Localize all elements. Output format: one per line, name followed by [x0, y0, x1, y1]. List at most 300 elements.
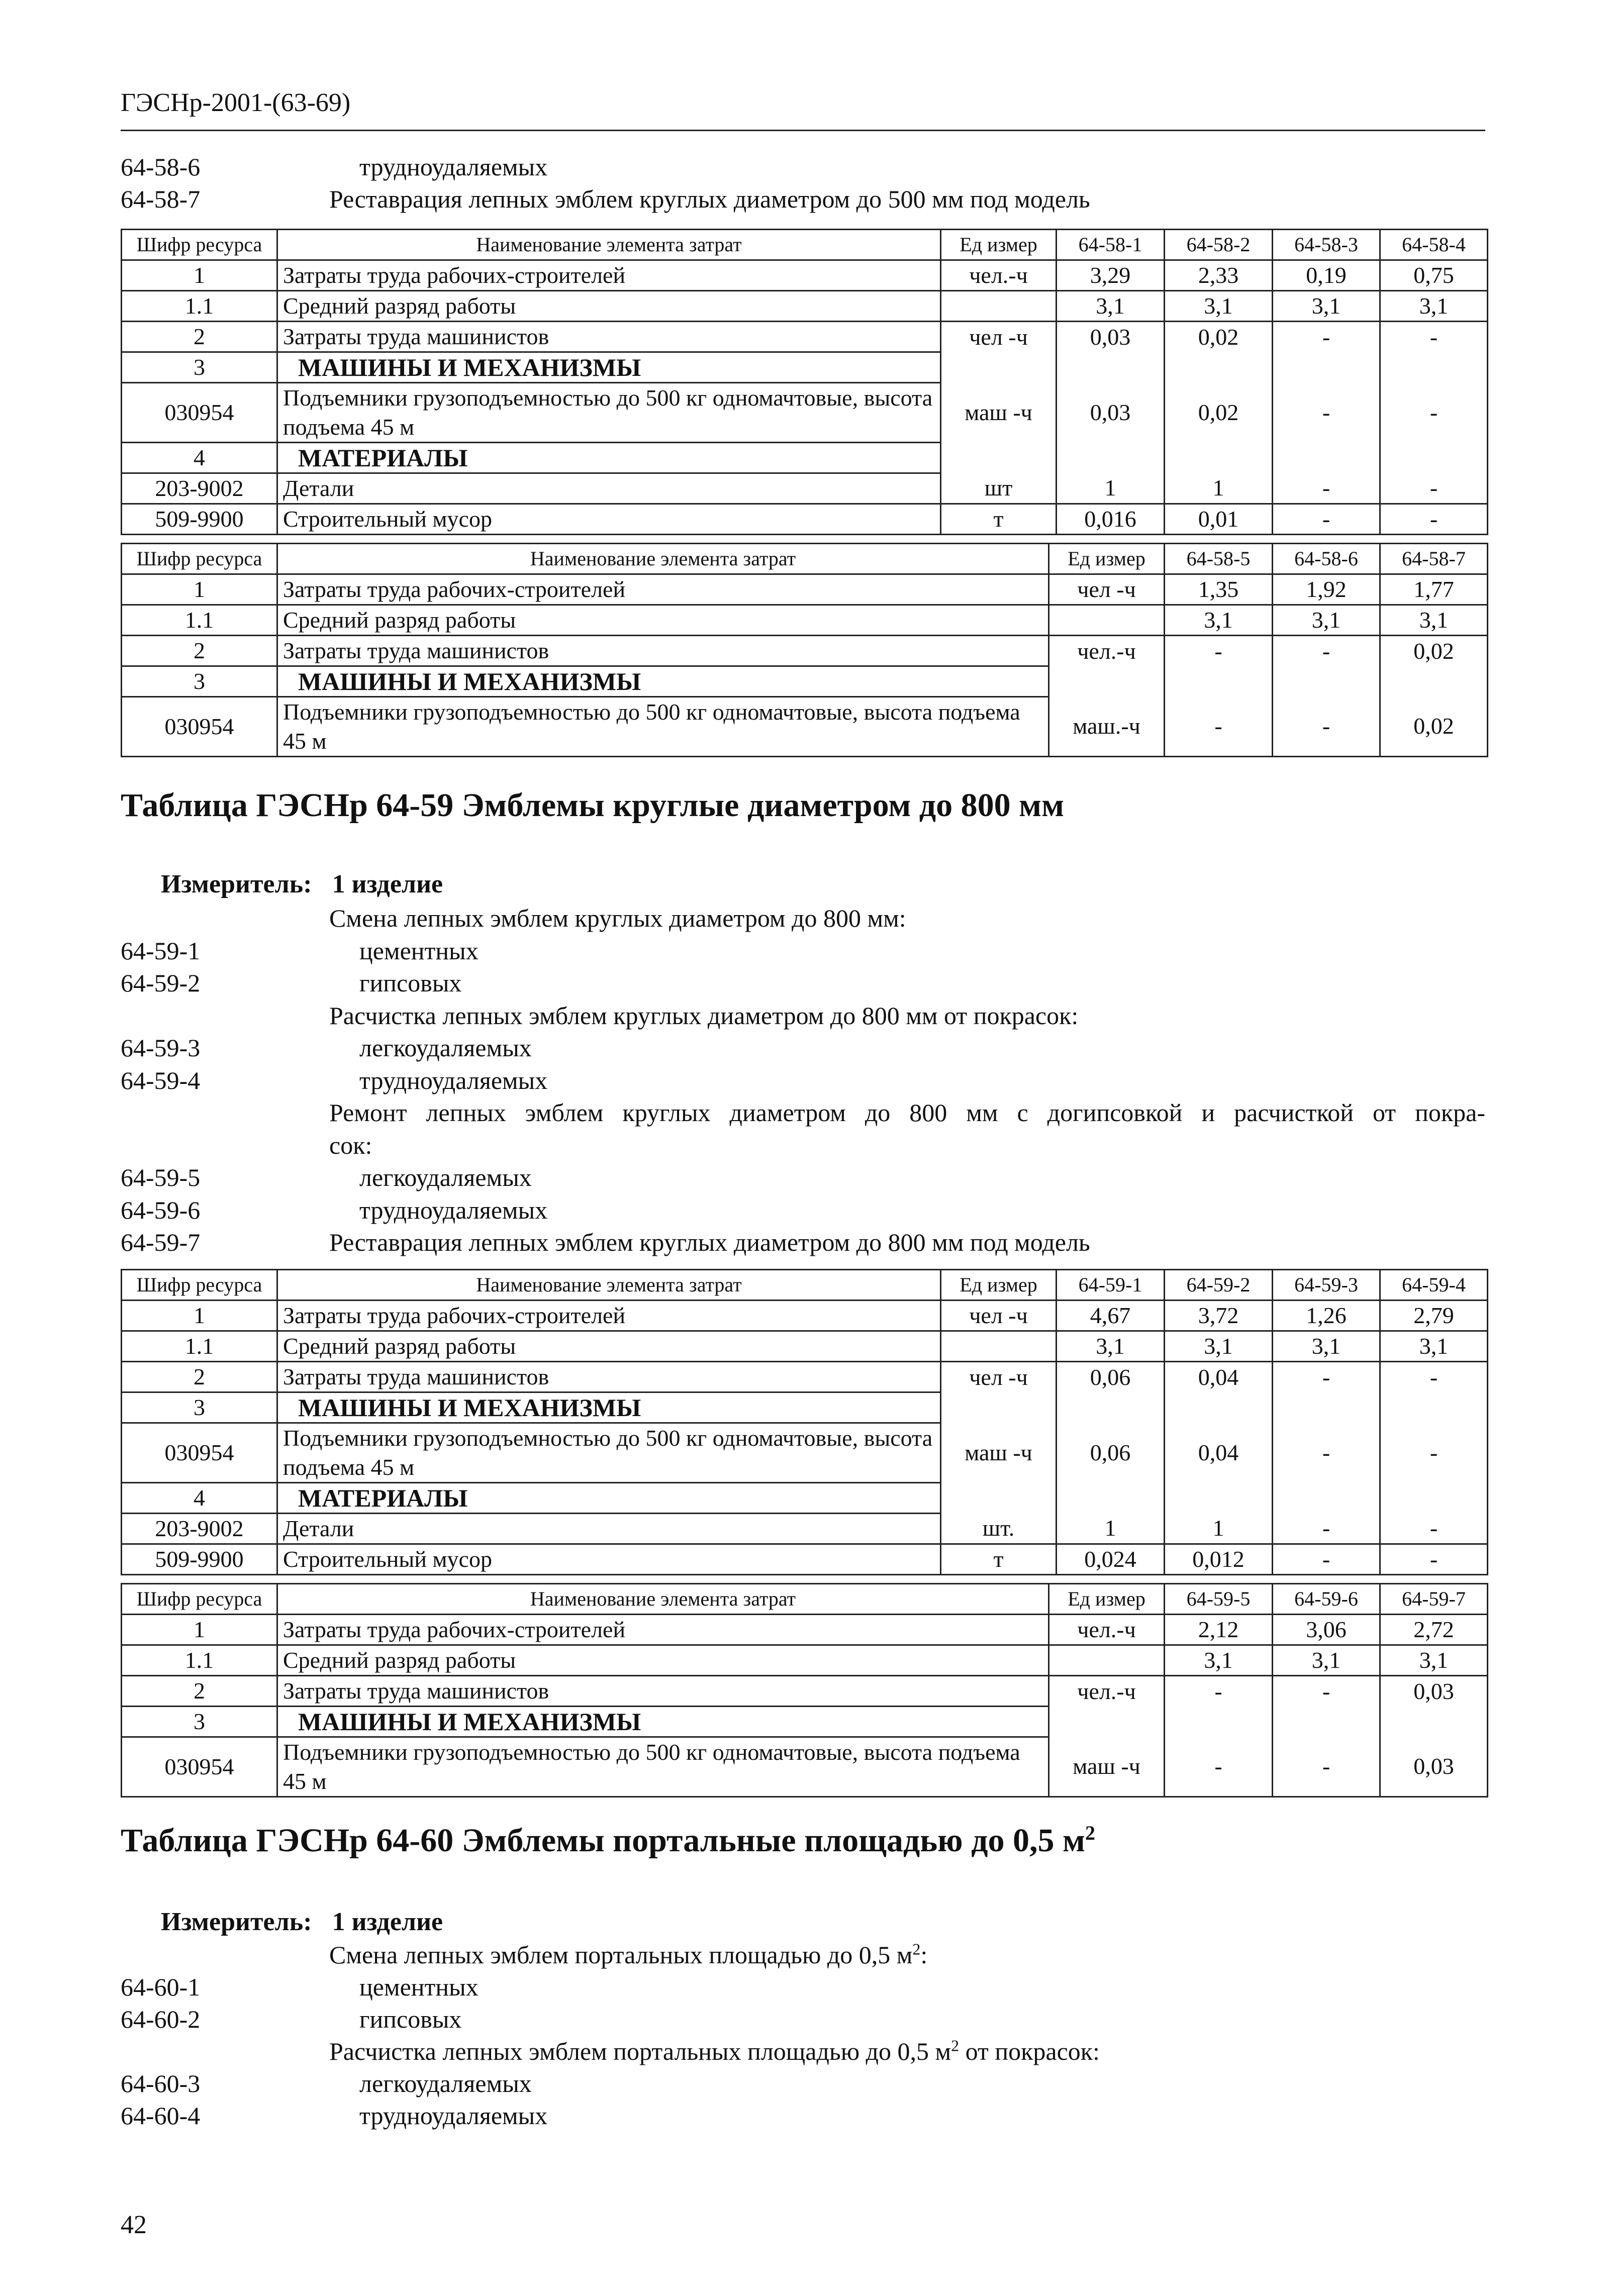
table-row: [122, 322, 1488, 352]
table-cell: -: [1380, 1362, 1488, 1392]
cost-item-name: Затраты труда рабочих-строителей: [277, 1615, 1049, 1645]
table-cell: [1057, 1392, 1165, 1423]
table-cell: чел -ч: [941, 322, 1057, 352]
resource-code: 030954: [122, 1737, 277, 1797]
item-text-main: трудноудаляемых: [359, 153, 548, 181]
table-row: [122, 697, 1488, 757]
measure-line-64-59: [161, 869, 463, 899]
table-cell: 3,29: [1057, 260, 1165, 291]
table-cell: [1165, 443, 1273, 473]
cost-item-name: Затраты труда рабочих-строителей: [277, 1301, 941, 1331]
item-text: [359, 935, 479, 967]
table-cell: -: [1273, 1544, 1380, 1575]
table-cell: 0,02: [1380, 697, 1488, 757]
table-row: [122, 1544, 1488, 1575]
item-text: [329, 183, 1090, 215]
table-cell: 0,012: [1165, 1544, 1273, 1575]
table-cell: 3,1: [1380, 1645, 1488, 1676]
table-cell: [941, 443, 1057, 473]
table-cell: -: [1273, 473, 1380, 504]
table-cell: [1049, 666, 1165, 697]
table-row: [122, 666, 1488, 697]
table-row: [122, 1737, 1488, 1797]
item-code: 64-59-6: [121, 1195, 201, 1224]
column-header: 64-59-4: [1380, 1270, 1488, 1301]
table-cell: 0,01: [1165, 504, 1273, 535]
superscript: 2: [912, 1940, 921, 1958]
table-cell: [1049, 1645, 1165, 1676]
column-header: 64-59-5: [1165, 1584, 1273, 1615]
table-cell: -: [1273, 1514, 1380, 1544]
table-cell: чел.-ч: [1049, 1615, 1165, 1645]
resource-code: 1.1: [122, 605, 277, 636]
item-code: 64-59-1: [121, 936, 201, 965]
table-cell: -: [1165, 1676, 1273, 1707]
table-header-row: [122, 230, 1488, 260]
column-header: Ед измер: [941, 1270, 1057, 1301]
table-cell: [1165, 1483, 1273, 1514]
item-text: [359, 151, 547, 183]
cost-item-name: Затраты труда машинистов: [277, 322, 941, 352]
item-code: 64-60-1: [121, 1973, 201, 2001]
resource-code: 030954: [122, 383, 277, 443]
table-cell: 1: [1165, 473, 1273, 504]
cost-item-name: Средний разряд работы: [277, 1645, 1049, 1676]
table-cell: 2,12: [1165, 1615, 1273, 1645]
table-cell: -: [1165, 636, 1273, 666]
superscript: 2: [951, 2036, 960, 2055]
cost-item-name: МАТЕРИАЛЫ: [277, 1483, 941, 1514]
column-header: 64-59-7: [1380, 1584, 1488, 1615]
table-row: [122, 260, 1488, 291]
resource-code: 4: [122, 443, 277, 473]
table-cell: шт.: [941, 1514, 1057, 1544]
table-cell: [941, 1331, 1057, 1362]
table-cell: 0,024: [1057, 1544, 1165, 1575]
resource-code: 4: [122, 1483, 277, 1514]
table-cell: -: [1380, 322, 1488, 352]
cost-item-name: Строительный мусор: [277, 1544, 941, 1575]
item-text: [329, 1226, 1090, 1258]
resource-code: 2: [122, 322, 277, 352]
table-cell: 2,33: [1165, 260, 1273, 291]
cost-item-name: Затраты труда рабочих-строителей: [277, 260, 941, 291]
cost-item-name: Подъемники грузоподъемностью до 500 кг одномачтовые, высота подъема 45 м: [277, 383, 941, 443]
cost-item-name: Детали: [277, 473, 941, 504]
measure-value: 1 изделие: [332, 1908, 443, 1936]
column-header: 64-58-7: [1380, 544, 1488, 574]
column-header: Ед измер: [1049, 1584, 1165, 1615]
table-cell: 0,04: [1165, 1362, 1273, 1392]
table-cell: 3,1: [1273, 1331, 1380, 1362]
cost-item-name: МАШИНЫ И МЕХАНИЗМЫ: [277, 1707, 1049, 1737]
table-cell: т: [941, 504, 1057, 535]
item-text-main: легкоудаляемых: [359, 2069, 532, 2098]
table-cell: 0,06: [1057, 1423, 1165, 1483]
table-cell: 3,1: [1057, 1331, 1165, 1362]
item-code: 64-59-5: [121, 1163, 201, 1191]
table-cell: 1,92: [1273, 574, 1380, 605]
column-header: Наименование элемента затрат: [277, 544, 1049, 574]
table-cell: 3,72: [1165, 1301, 1273, 1331]
item-code: 64-59-4: [121, 1066, 201, 1094]
item-text-tail: от покрасок:: [959, 2037, 1100, 2065]
table-cell: 2,72: [1380, 1615, 1488, 1645]
item-text: [359, 2100, 547, 2132]
resource-code: 203-9002: [122, 473, 277, 504]
item-text: [329, 1096, 1485, 1129]
table-cell: -: [1273, 697, 1380, 757]
measure-label: Измеритель:: [161, 870, 312, 899]
column-header: Шифр ресурса: [122, 230, 277, 260]
item-text-main: трудноудаляемых: [359, 2102, 548, 2130]
table-cell: 0,02: [1380, 636, 1488, 666]
table-cell: 1: [1057, 473, 1165, 504]
item-text-main: гипсовых: [359, 2005, 462, 2033]
table-cell: 0,02: [1165, 322, 1273, 352]
resource-code: 2: [122, 636, 277, 666]
item-text-main: Реставрация лепных эмблем круглых диаметром до 500 мм под модель: [329, 185, 1090, 213]
table-row: [122, 383, 1488, 443]
table-cell: маш -ч: [941, 383, 1057, 443]
table-header-row: [122, 544, 1488, 574]
table-cell: 3,1: [1380, 291, 1488, 322]
item-text: [329, 2035, 1100, 2067]
table-cell: [1165, 666, 1273, 697]
table-title-64-60: [121, 1822, 1095, 1860]
table-cell: -: [1380, 1514, 1488, 1544]
table-cell: [1165, 352, 1273, 383]
table-cell: 0,016: [1057, 504, 1165, 535]
table-row: [122, 1514, 1488, 1544]
header-rule: [121, 130, 1485, 131]
table-row: [122, 504, 1488, 535]
table-row: [122, 1331, 1488, 1362]
table-cell: 3,1: [1273, 605, 1380, 636]
table-cell: [1165, 1707, 1273, 1737]
item-text-main: Реставрация лепных эмблем круглых диаметром до 800 мм под модель: [329, 1228, 1090, 1256]
table-cell: 0,03: [1380, 1737, 1488, 1797]
column-header: 64-59-1: [1057, 1270, 1165, 1301]
item-text-main: сок:: [329, 1131, 372, 1159]
item-text: [359, 2003, 461, 2035]
table-cell: [1049, 1707, 1165, 1737]
item-code: 64-58-7: [121, 185, 201, 213]
table-cell: 1,26: [1273, 1301, 1380, 1331]
table-cell: [1380, 666, 1488, 697]
item-text: [359, 1032, 532, 1064]
table-row: [122, 1362, 1488, 1392]
table-cell: маш -ч: [941, 1423, 1057, 1483]
table-cell: [1273, 443, 1380, 473]
table-row: [122, 1301, 1488, 1331]
table-cell: [1165, 1392, 1273, 1423]
table-cell: 1,35: [1165, 574, 1273, 605]
resource-code: 3: [122, 666, 277, 697]
item-code: 64-59-3: [121, 1034, 201, 1062]
table-cell: -: [1273, 1737, 1380, 1797]
table-cell: [1049, 605, 1165, 636]
table-cell: [1273, 666, 1380, 697]
table-row: [122, 1615, 1488, 1645]
table-row: [122, 1707, 1488, 1737]
column-header: Наименование элемента затрат: [277, 1584, 1049, 1615]
table-row: [122, 291, 1488, 322]
item-text: [329, 1000, 1078, 1032]
cost-item-name: Затраты труда машинистов: [277, 1362, 941, 1392]
table-cell: чел -ч: [941, 1301, 1057, 1331]
item-text-main: Ремонт лепных эмблем круглых диаметром до 800 мм с догипсовкой и расчисткой от покра-: [329, 1099, 1485, 1127]
item-code: 64-59-7: [121, 1228, 201, 1256]
resource-code: 1: [122, 260, 277, 291]
resource-code: 1.1: [122, 291, 277, 322]
cost-item-name: Затраты труда машинистов: [277, 1676, 1049, 1707]
table-row: [122, 1392, 1488, 1423]
item-text: [329, 1129, 372, 1161]
table-cell: [1057, 1483, 1165, 1514]
table-cell: -: [1273, 322, 1380, 352]
running-header: ГЭСНр-2001-(63-69): [121, 88, 351, 117]
table-cell: [1380, 1707, 1488, 1737]
item-text: [359, 967, 461, 999]
item-text: [329, 902, 906, 934]
table-row: [122, 1676, 1488, 1707]
table-title-64-59: Таблица ГЭСНр 64-59 Эмблемы круглые диаметром до 800 мм: [121, 787, 1065, 824]
table-cell: маш.-ч: [1049, 697, 1165, 757]
table-cell: -: [1380, 383, 1488, 443]
column-header: 64-58-5: [1165, 544, 1273, 574]
column-header: Шифр ресурса: [122, 1270, 277, 1301]
item-text-main: трудноудаляемых: [359, 1066, 548, 1094]
cost-item-name: Средний разряд работы: [277, 605, 1049, 636]
item-text: [359, 2067, 532, 2100]
cost-item-name: Подъемники грузоподъемностью до 500 кг одномачтовые, высота подъема 45 м: [277, 1423, 941, 1483]
table-cell: [941, 1392, 1057, 1423]
cost-item-name: МАТЕРИАЛЫ: [277, 443, 941, 473]
table-cell: 1: [1057, 1514, 1165, 1544]
table-cell: чел.-ч: [941, 260, 1057, 291]
table-cell: 0,06: [1057, 1362, 1165, 1392]
column-header: 64-59-6: [1273, 1584, 1380, 1615]
column-header: Наименование элемента затрат: [277, 230, 941, 260]
table-cell: -: [1380, 473, 1488, 504]
norm-table-64-59-a: [121, 1269, 1488, 1575]
table-cell: -: [1380, 1544, 1488, 1575]
superscript: 2: [1085, 1822, 1095, 1844]
table-cell: 0,03: [1057, 322, 1165, 352]
table-cell: т: [941, 1544, 1057, 1575]
table-cell: 1,77: [1380, 574, 1488, 605]
table-cell: [1057, 352, 1165, 383]
table-cell: [1273, 352, 1380, 383]
resource-code: 2: [122, 1362, 277, 1392]
table-cell: [1380, 1483, 1488, 1514]
resource-code: 509-9900: [122, 504, 277, 535]
table-cell: -: [1273, 1676, 1380, 1707]
item-text-main: цементных: [359, 936, 479, 965]
table-row: [122, 1645, 1488, 1676]
column-header: 64-59-3: [1273, 1270, 1380, 1301]
resource-code: 2: [122, 1676, 277, 1707]
table-cell: 0,03: [1380, 1676, 1488, 1707]
table-cell: [1380, 352, 1488, 383]
table-row: [122, 473, 1488, 504]
column-header: 64-58-2: [1165, 230, 1273, 260]
table-cell: маш -ч: [1049, 1737, 1165, 1797]
item-text-main: Смена лепных эмблем круглых диаметром до 800 мм:: [329, 904, 906, 932]
table-cell: чел.-ч: [1049, 1676, 1165, 1707]
table-cell: 3,1: [1380, 605, 1488, 636]
column-header: Ед измер: [1049, 544, 1165, 574]
item-text: [359, 1971, 479, 2003]
column-header: Наименование элемента затрат: [277, 1270, 941, 1301]
resource-code: 1.1: [122, 1331, 277, 1362]
item-code: 64-59-2: [121, 969, 201, 997]
item-text-main: Расчистка лепных эмблем портальных площадью до 0,5 м: [329, 2037, 951, 2065]
table-row: [122, 1423, 1488, 1483]
cost-item-name: Строительный мусор: [277, 504, 941, 535]
table-cell: 3,1: [1057, 291, 1165, 322]
table-cell: [941, 291, 1057, 322]
resource-code: 3: [122, 1707, 277, 1737]
cost-item-name: Средний разряд работы: [277, 1331, 941, 1362]
table-cell: -: [1165, 1737, 1273, 1797]
item-text-main: Расчистка лепных эмблем круглых диаметром до 800 мм от покрасок:: [329, 1001, 1079, 1030]
resource-code: 030954: [122, 1423, 277, 1483]
cost-item-name: МАШИНЫ И МЕХАНИЗМЫ: [277, 352, 941, 383]
table-cell: [1057, 443, 1165, 473]
item-text: [359, 1161, 532, 1193]
table-cell: -: [1273, 1423, 1380, 1483]
table-row: [122, 574, 1488, 605]
resource-code: 1: [122, 574, 277, 605]
norm-table-64-58-b: [121, 543, 1488, 757]
item-text-tail: :: [920, 1941, 928, 1969]
item-text-main: легкоудаляемых: [359, 1034, 532, 1062]
item-code: 64-60-2: [121, 2005, 201, 2033]
item-code: 64-60-4: [121, 2102, 201, 2130]
table-cell: шт: [941, 473, 1057, 504]
measure-line-64-60: [161, 1907, 463, 1937]
item-code: 64-60-3: [121, 2069, 201, 2098]
column-header: 64-58-1: [1057, 230, 1165, 260]
table-cell: чел.-ч: [1049, 636, 1165, 666]
table-cell: [1273, 1707, 1380, 1737]
table-cell: -: [1380, 1423, 1488, 1483]
cost-item-name: Подъемники грузоподъемностью до 500 кг одномачтовые, высота подъема 45 м: [277, 1737, 1049, 1797]
table-cell: 0,75: [1380, 260, 1488, 291]
table-cell: 3,1: [1165, 291, 1273, 322]
table-cell: [1273, 1392, 1380, 1423]
page-number: 42: [121, 2211, 147, 2239]
table-cell: -: [1273, 383, 1380, 443]
column-header: Ед измер: [941, 230, 1057, 260]
item-text: [359, 1194, 547, 1226]
resource-code: 1: [122, 1615, 277, 1645]
cost-item-name: Средний разряд работы: [277, 291, 941, 322]
table-cell: 1: [1165, 1514, 1273, 1544]
cost-item-name: Затраты труда машинистов: [277, 636, 1049, 666]
resource-code: 203-9002: [122, 1514, 277, 1544]
table-cell: -: [1273, 1362, 1380, 1392]
table-cell: 4,67: [1057, 1301, 1165, 1331]
cost-item-name: МАШИНЫ И МЕХАНИЗМЫ: [277, 1392, 941, 1423]
table-row: [122, 352, 1488, 383]
table-cell: [941, 1483, 1057, 1514]
table-cell: 0,19: [1273, 260, 1380, 291]
item-text-main: трудноудаляемых: [359, 1195, 548, 1224]
resource-code: 1: [122, 1301, 277, 1331]
table-cell: [1273, 1483, 1380, 1514]
resource-code: 509-9900: [122, 1544, 277, 1575]
table-cell: 3,1: [1273, 1645, 1380, 1676]
resource-code: 030954: [122, 697, 277, 757]
column-header: 64-59-2: [1165, 1270, 1273, 1301]
item-text: [359, 1064, 547, 1096]
column-header: 64-58-3: [1273, 230, 1380, 260]
table-cell: 3,1: [1380, 1331, 1488, 1362]
resource-code: 1.1: [122, 1645, 277, 1676]
column-header: 64-58-4: [1380, 230, 1488, 260]
table-cell: [1380, 443, 1488, 473]
table-row: [122, 636, 1488, 666]
item-text-main: цементных: [359, 1973, 479, 2001]
table-row: [122, 1483, 1488, 1514]
table-cell: чел -ч: [1049, 574, 1165, 605]
table-header-row: [122, 1270, 1488, 1301]
table-title-text: Таблица ГЭСНр 64-60 Эмблемы портальные площадью до 0,5 м: [121, 1822, 1085, 1859]
table-row: [122, 605, 1488, 636]
table-row: [122, 443, 1488, 473]
table-cell: 3,1: [1273, 291, 1380, 322]
table-cell: 0,02: [1165, 383, 1273, 443]
cost-item-name: Детали: [277, 1514, 941, 1544]
column-header: Шифр ресурса: [122, 1584, 277, 1615]
table-cell: 3,1: [1165, 1331, 1273, 1362]
table-cell: -: [1273, 504, 1380, 535]
item-text-main: легкоудаляемых: [359, 1163, 532, 1191]
cost-item-name: Затраты труда рабочих-строителей: [277, 574, 1049, 605]
item-text: [329, 1939, 927, 1971]
measure-label: Измеритель:: [161, 1908, 312, 1936]
table-cell: чел -ч: [941, 1362, 1057, 1392]
cost-item-name: МАШИНЫ И МЕХАНИЗМЫ: [277, 666, 1049, 697]
item-text-main: Смена лепных эмблем портальных площадью до 0,5 м: [329, 1941, 913, 1969]
norm-table-64-59-b: [121, 1583, 1488, 1798]
resource-code: 3: [122, 352, 277, 383]
column-header: 64-58-6: [1273, 544, 1380, 574]
table-cell: 3,06: [1273, 1615, 1380, 1645]
table-cell: [941, 352, 1057, 383]
table-cell: 3,1: [1165, 1645, 1273, 1676]
column-header: Шифр ресурса: [122, 544, 277, 574]
table-cell: [1380, 1392, 1488, 1423]
measure-value: 1 изделие: [332, 870, 443, 899]
table-cell: -: [1380, 504, 1488, 535]
table-cell: 2,79: [1380, 1301, 1488, 1331]
item-code: 64-58-6: [121, 153, 201, 181]
norm-table-64-58-a: [121, 229, 1488, 535]
cost-item-name: Подъемники грузоподъемностью до 500 кг одномачтовые, высота подъема 45 м: [277, 697, 1049, 757]
table-cell: 0,03: [1057, 383, 1165, 443]
resource-code: 3: [122, 1392, 277, 1423]
table-header-row: [122, 1584, 1488, 1615]
table-cell: -: [1165, 697, 1273, 757]
table-cell: 3,1: [1165, 605, 1273, 636]
item-text-main: гипсовых: [359, 969, 462, 997]
table-cell: 0,04: [1165, 1423, 1273, 1483]
table-cell: -: [1273, 636, 1380, 666]
